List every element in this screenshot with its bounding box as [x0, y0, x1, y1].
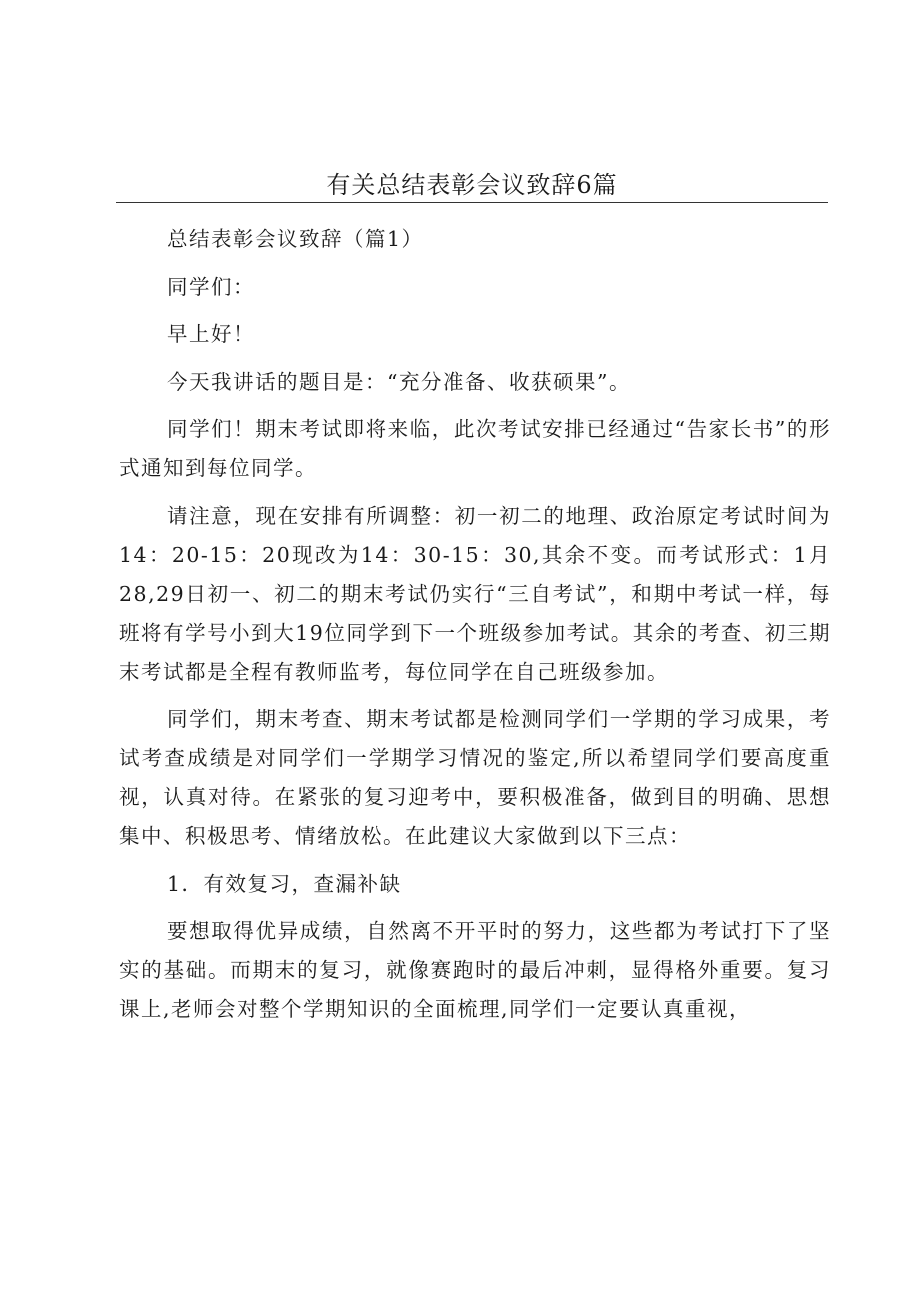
body-paragraph: 请注意，现在安排有所调整：初一初二的地理、政治原定考试时间为14：20-15：20现改为14：30-15：30,其余不变。而考试形式：1月28,29日初一、初二的期末考试仍实行“三自考试”，和期中考试一样，每班将有学号小到大19位同学到下一个班级参加考试。其余的考查、初三期末考试都是全程有教师监考，每位同学在自己班级参加。: [119, 503, 831, 684]
document-title: 有关总结表彰会议致辞6篇: [326, 171, 618, 199]
body-paragraph: 同学们！期末考试即将来临，此次考试安排已经通过“告家长书”的形式通知到每位同学。: [119, 417, 831, 480]
greeting: 早上好！: [167, 322, 255, 346]
document-body: [119, 220, 831, 1029]
body-paragraph: 同学们，期末考查、期末考试都是检测同学们一学期的学习成果，考试考查成绩是对同学们一学期学习情况的鉴定,所以希望同学们要高度重视，认真对待。在紧张的复习迎考中，要积极准备，做到目的明确、思想集中、积极思考、情绪放松。在此建议大家做到以下三点：: [119, 707, 831, 848]
body-paragraph: 要想取得优异成绩，自然离不开平时的努力，这些都为考试打下了坚实的基础。而期末的复习，就像赛跑时的最后冲刺，显得格外重要。复习课上,老师会对整个学期知识的全面梳理,同学们一定要认真重视，: [119, 919, 831, 1021]
salutation: 同学们：: [167, 274, 255, 299]
section-heading: 总结表彰会议致辞（篇1）: [167, 227, 424, 251]
title-underline: [116, 202, 828, 203]
speech-topic: 今天我讲话的题目是：“充分准备、收获硕果”。: [167, 369, 631, 394]
subheading: 1．有效复习，查漏补缺: [167, 871, 402, 896]
